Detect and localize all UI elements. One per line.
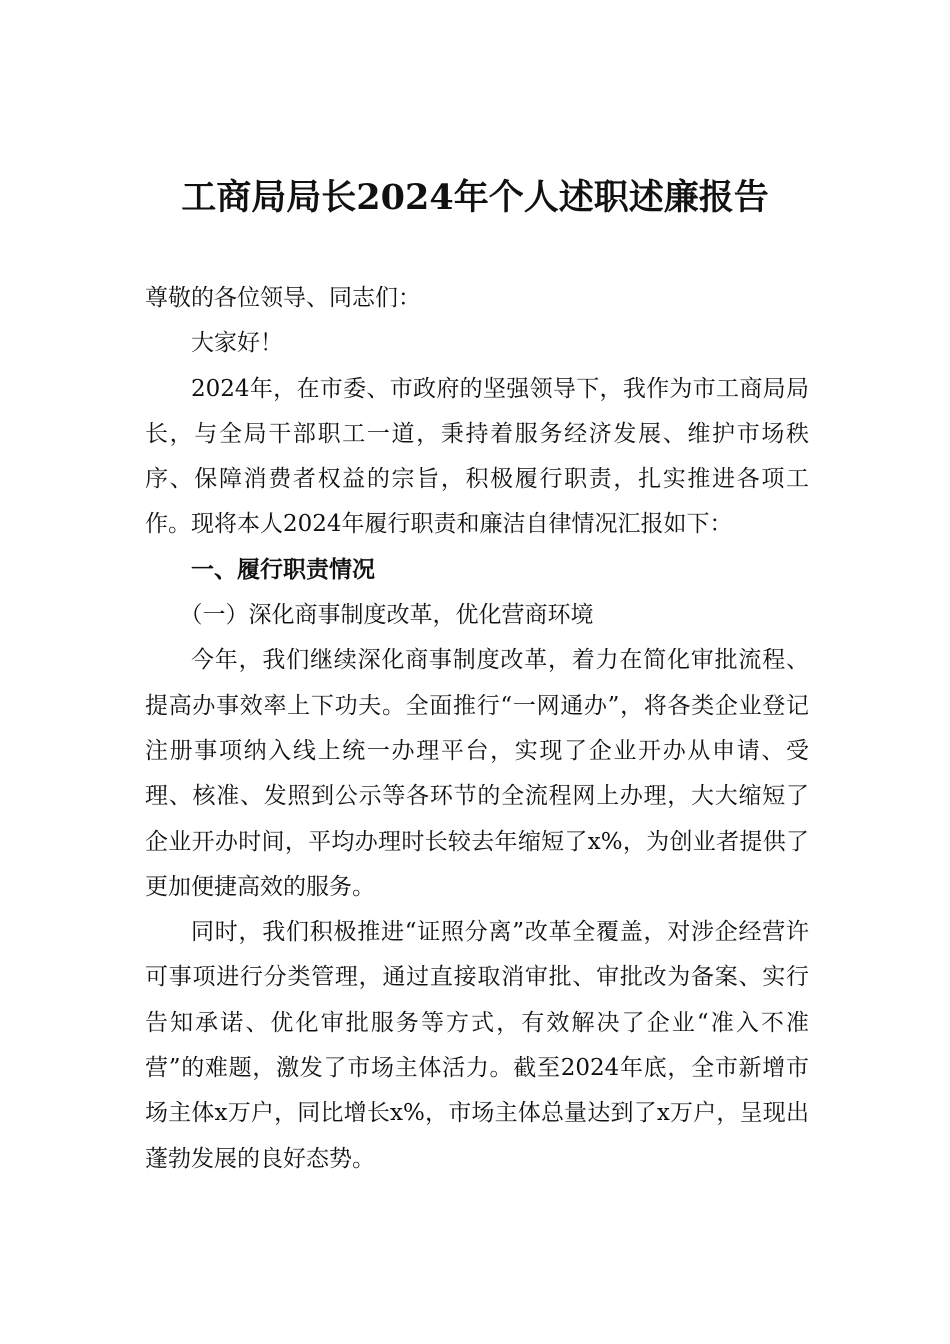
greeting: 大家好！ [191, 330, 283, 357]
document-body [145, 276, 809, 1182]
section-heading: 一、履行职责情况 [191, 556, 375, 583]
body-paragraph: 今年，我们继续深化商事制度改革，着力在简化审批流程、提高办事效率上下功夫。全面推行“一网通办”，将各类企业登记注册事项纳入线上统一办理平台，实现了企业开办从申请、受理、核准、发照到公示等各环节的全流程网上办理，大大缩短了企业开办时间，平均办理时长较去年缩短了x%，为创业者提供了更加便捷高效的服务。 [145, 647, 809, 900]
body-paragraph: 同时，我们积极推进“证照分离”改革全覆盖，对涉企经营许可事项进行分类管理，通过直接取消审批、审批改为备案、实行告知承诺、优化审批服务等方式，有效解决了企业“准入不准营”的难题，激发了市场主体活力。截至2024年底，全市新增市场主体x万户，同比增长x%，市场主体总量达到了x万户，呈现出蓬勃发展的良好态势。 [145, 919, 809, 1172]
document-title: 工商局局长2024年个人述职述廉报告 [181, 177, 769, 218]
salutation: 尊敬的各位领导、同志们： [145, 285, 421, 311]
subsection-heading: （一）深化商事制度改革，优化营商环境 [179, 602, 594, 629]
intro-paragraph: 2024年，在市委、市政府的坚强领导下，我作为市工商局局长，与全局干部职工一道，秉持着服务经济发展、维护市场秩序、保障消费者权益的宗旨，积极履行职责，扎实推进各项工作。现将本人2024年履行职责和廉洁自律情况汇报如下： [145, 375, 809, 538]
